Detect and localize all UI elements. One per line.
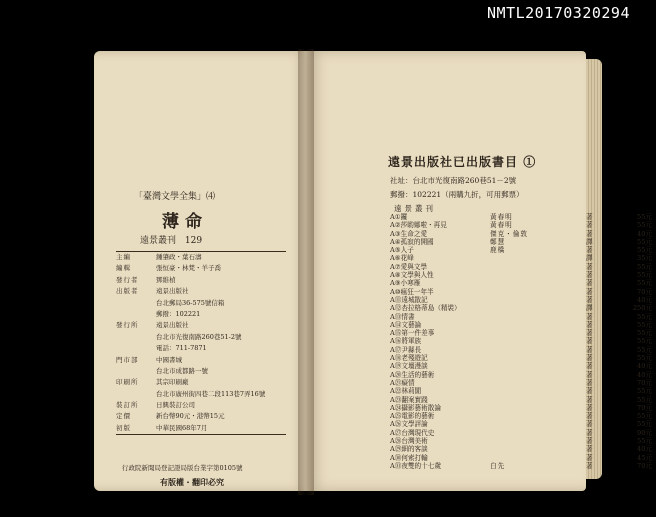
catalog-item-title: A⑬情書 (390, 312, 415, 321)
book-gutter (298, 49, 314, 495)
catalog-title-text: 遠景出版社已出版書目 (388, 155, 519, 169)
catalog-item-price: 55元 (637, 246, 652, 255)
catalog-item-price: 35元 (637, 254, 652, 263)
colophon-key (116, 309, 156, 320)
catalog-item-price: 55元 (637, 262, 652, 271)
catalog-item (390, 221, 656, 229)
catalog-item-price: 55元 (637, 437, 652, 446)
catalog-item-author (490, 445, 586, 453)
catalog-item-author (490, 387, 586, 395)
catalog-item-title: A⑫杏拉格蒂島（精裝） (390, 304, 461, 313)
catalog-item-price: 55元 (637, 354, 652, 363)
catalog-item-author (490, 362, 586, 370)
colophon-row (116, 263, 286, 274)
catalog-item-title: A⑭文藝論 (390, 320, 422, 329)
catalog-item-title: A㉚何索打輸 (390, 453, 428, 462)
colophon-row (116, 309, 286, 320)
catalog-item-price: 40元 (637, 362, 652, 371)
colophon-value: 張恒豪・林梵・羊子喬 (156, 264, 221, 273)
catalog-item-title: A㉕電影的藝術 (390, 412, 435, 421)
colophon-key (116, 332, 156, 343)
catalog-item-title: A①鑼 (390, 213, 408, 221)
colophon-key: 門市部 (116, 355, 139, 364)
catalog-item-author (490, 346, 586, 354)
catalog-item (390, 238, 656, 246)
catalog-item-title: A⑲文壇漫談 (390, 362, 428, 371)
catalog-item-title: A⑯將軍族 (390, 337, 422, 346)
colophon-key: 編輯 (116, 264, 131, 273)
catalog-item-title: A⑧文學與人性 (390, 271, 434, 280)
catalog-item (390, 354, 656, 362)
catalog-item-price: 40元 (637, 229, 652, 238)
catalog-item-price: 90元 (637, 428, 652, 437)
colophon-value: 台北市成都路一號 (156, 366, 208, 375)
catalog-item-price: 55元 (637, 337, 652, 346)
catalog-item (390, 321, 656, 329)
colophon-key (116, 366, 156, 377)
catalog-item-title: A⑳生活的藝術 (390, 370, 435, 379)
catalog-list (390, 213, 656, 470)
colophon-value: 其宗印刷廠 (156, 378, 189, 387)
catalog-item (390, 263, 656, 271)
catalog-item (390, 230, 656, 238)
catalog-item-author: 黃春明 (490, 221, 513, 230)
catalog-item-role: 著 (586, 403, 593, 412)
catalog-item-role: 著 (586, 271, 593, 280)
catalog-item-author: 鹿橋 (490, 246, 506, 255)
catalog-item-role: 著 (586, 337, 593, 346)
catalog-item-title: A㉑癡情 (390, 378, 415, 387)
catalog-item (390, 379, 656, 387)
catalog-item (390, 362, 656, 370)
colophon-value: 鄧維楨 (156, 275, 176, 284)
colophon-row (116, 252, 286, 263)
catalog-item-author (490, 254, 586, 262)
catalog-item (390, 271, 656, 279)
colophon-key: 裝訂所 (116, 401, 139, 410)
catalog-item-author: 鄭慧 (490, 237, 506, 246)
colophon-row (116, 320, 286, 331)
catalog-item-author (490, 337, 586, 345)
colophon-key: 發行所 (116, 321, 139, 330)
registration-line: 行政院新聞局登記證局版台業字第0105號 (122, 464, 243, 472)
rights-notice: 有版權・翻印必究 (160, 477, 224, 487)
catalog-item (390, 337, 656, 345)
postal-account: 郵撥：102221（兩購九折，可用郵票） (390, 190, 524, 199)
catalog-item-price: 55元 (637, 329, 652, 338)
catalog-subheading: 遠景叢刊 (394, 204, 436, 213)
catalog-item-price: 40元 (637, 370, 652, 379)
catalog-item-author (490, 304, 586, 312)
catalog-item (390, 371, 656, 379)
catalog-item-author (490, 279, 586, 287)
catalog-item (390, 462, 656, 470)
catalog-item-price: 55元 (637, 271, 652, 280)
colophon-key: 主編 (116, 253, 131, 261)
colophon-row (116, 389, 286, 400)
catalog-item-role: 著 (586, 453, 593, 462)
catalog-item-price: 70元 (637, 461, 652, 470)
catalog-item-role: 著 (586, 445, 593, 454)
colophon (116, 251, 286, 435)
colophon-key: 初版 (116, 423, 131, 432)
catalog-item-title: A⑪遠城散記 (390, 295, 428, 304)
catalog-item (390, 396, 656, 404)
catalog-item-role: 著 (586, 262, 593, 271)
catalog-item-role: 著 (586, 420, 593, 429)
catalog-item-price: 40元 (637, 445, 652, 454)
catalog-item-role: 著 (586, 428, 593, 437)
colophon-value: 日興裝訂公司 (156, 401, 195, 410)
catalog-item-role: 著 (586, 329, 593, 338)
colophon-value: 中國書城 (156, 355, 182, 364)
colophon-key (116, 389, 156, 400)
catalog-item (390, 246, 656, 254)
catalog-item-title: A㉘台灣美術 (390, 437, 428, 446)
catalog-item-title: A⑮第一件差事 (390, 329, 435, 338)
catalog-item-title: A⑱老殘遊記 (390, 354, 428, 363)
colophon-row (116, 400, 286, 411)
catalog-item-role: 著 (586, 370, 593, 379)
catalog-item-author (490, 412, 586, 420)
catalog-item (390, 412, 656, 420)
catalog-item-role: 著 (586, 221, 593, 230)
catalog-item-title: A㉔攝影藝術散論 (390, 403, 441, 412)
catalog-item-title: A⑰尹縣長 (390, 345, 422, 354)
catalog-item-price: 70元 (637, 403, 652, 412)
catalog-item (390, 454, 656, 462)
catalog-item-author (490, 329, 586, 337)
catalog-item-title: A④孤寂的開國 (390, 237, 434, 246)
catalog-item (390, 429, 656, 437)
catalog-item-role: 著 (586, 461, 593, 470)
colophon-value: 中華民國68年7月 (156, 423, 208, 432)
catalog-item-author: 白先 (490, 461, 506, 470)
colophon-value: 鍾肇政・葉石濤 (156, 253, 202, 261)
colophon-row (116, 275, 286, 286)
colophon-value: 郵撥：102221 (156, 309, 201, 318)
catalog-item-role: 著 (586, 387, 593, 396)
catalog-item (390, 313, 656, 321)
colophon-row (116, 332, 286, 343)
catalog-item-role: 著 (586, 229, 593, 238)
catalog-item-price: 55元 (637, 312, 652, 321)
colophon-key (116, 343, 156, 354)
colophon-value: 台北市光復南路260巷51-2號 (156, 332, 242, 341)
catalog-item-title: A⑥花峰 (390, 254, 414, 263)
catalog-item (390, 387, 656, 395)
colophon-value: 電話：711-7871 (156, 344, 207, 353)
catalog-item-author (490, 454, 586, 462)
catalog-item-price: 70元 (637, 287, 652, 296)
catalog-item (390, 279, 656, 287)
colophon-key: 定價 (116, 412, 131, 421)
catalog-item-price: 55元 (637, 320, 652, 329)
catalog-item (390, 329, 656, 337)
catalog-item-author (490, 354, 586, 362)
colophon-key: 出版者 (116, 287, 139, 296)
catalog-item (390, 445, 656, 453)
catalog-item-title: A㉛夜雙的十七歲 (390, 461, 441, 470)
catalog-item-role: 譯 (586, 237, 593, 246)
catalog-item-author (490, 420, 586, 428)
catalog-item-price: 55元 (637, 221, 652, 230)
catalog-item-price: 70元 (637, 378, 652, 387)
catalog-item-role: 譯 (586, 254, 593, 263)
catalog-item-title: A㉒林莉閣 (390, 387, 422, 396)
catalog-item-author (490, 263, 586, 271)
colophon-value: 新台幣90元・港幣15元 (156, 412, 225, 421)
colophon-row (116, 355, 286, 366)
colophon-key (116, 298, 156, 309)
catalog-item-role: 著 (586, 378, 593, 387)
catalog-item-price: 55元 (637, 420, 652, 429)
catalog-item-title: A㉖文學評論 (390, 420, 428, 429)
catalog-item-role: 著 (586, 246, 593, 255)
catalog-item-title: A⑩瘋狂一年半 (390, 287, 434, 296)
catalog-item (390, 420, 656, 428)
catalog-item-role: 著 (586, 354, 593, 363)
colophon-row (116, 366, 286, 377)
catalog-item-author: 黃春明 (490, 213, 513, 221)
open-book (94, 39, 652, 505)
colophon-row (116, 343, 286, 354)
catalog-item-author (490, 371, 586, 379)
colophon-row (116, 298, 286, 309)
catalog-item-price: 40元 (637, 295, 652, 304)
catalog-item-price: 55元 (637, 412, 652, 421)
catalog-item-price: 55元 (637, 387, 652, 396)
colophon-row (116, 423, 286, 434)
colophon-value: 遠景出版社 (156, 287, 189, 296)
catalog-item-role: 著 (586, 395, 593, 404)
series-number: 129 (184, 236, 203, 246)
publisher-address: 社址：台北市光復南路260巷51－2號 (390, 176, 517, 185)
catalog-item-price: 55元 (637, 279, 652, 288)
catalog-item (390, 288, 656, 296)
colophon-value: 台北郵局36-575號信箱 (156, 298, 225, 307)
catalog-item-author (490, 396, 586, 404)
catalog-item (390, 437, 656, 445)
catalog-item-author (490, 429, 586, 437)
catalog-item-title: A⑨小寒雁 (390, 279, 421, 288)
catalog-item-author (490, 404, 586, 412)
catalog-item (390, 404, 656, 412)
catalog-item-role: 著 (586, 437, 593, 446)
catalog-item-role: 譯 (586, 304, 593, 313)
catalog-item-title: A㉙細的客談 (390, 445, 428, 454)
catalog-item-author: 傑克・倫敦 (490, 229, 528, 238)
catalog-item-role: 著 (586, 279, 593, 288)
catalog-item-title: A⑤人子 (390, 246, 414, 255)
catalog-item (390, 346, 656, 354)
catalog-item-author (490, 437, 586, 445)
colophon-value: 台北市廣州街四巷二段113巷7弄16號 (156, 389, 266, 398)
catalog-item-price: 55元 (637, 345, 652, 354)
catalog-item-price: 55元 (637, 213, 652, 221)
catalog-item-role: 著 (586, 295, 593, 304)
catalog-item-author (490, 321, 586, 329)
catalog-item-role: 著 (586, 362, 593, 371)
catalog-item-title: A②莎喲娜啦・再見 (390, 221, 447, 230)
catalog-item-author (490, 379, 586, 387)
catalog-item-price: 55元 (637, 237, 652, 246)
colophon-row (116, 377, 286, 388)
catalog-title (388, 153, 536, 170)
catalog-item-role: 著 (586, 312, 593, 321)
catalog-item-role: 著 (586, 345, 593, 354)
catalog-item-author (490, 288, 586, 296)
catalog-item (390, 254, 656, 262)
series-line (140, 233, 208, 246)
book-title: 薄命 (162, 212, 208, 232)
series-name: 遠景叢刊 (140, 236, 177, 246)
colophon-key: 印刷所 (116, 378, 139, 387)
catalog-item-price: 55元 (637, 395, 652, 404)
catalog-item-price: 45元 (637, 453, 652, 462)
colophon-row (116, 286, 286, 297)
catalog-item-price: 250元 (632, 304, 652, 313)
catalog-item-title: A③生命之愛 (390, 229, 428, 238)
catalog-item-author (490, 271, 586, 279)
series-title: 「臺灣文學全集」⑷ (134, 192, 216, 202)
catalog-item-title: A⑦愛與文學 (390, 262, 428, 271)
colophon-key: 發行者 (116, 275, 139, 284)
catalog-item-role: 著 (586, 213, 593, 221)
catalog-item-author (490, 296, 586, 304)
catalog-item-author (490, 313, 586, 321)
catalog-item-role: 著 (586, 412, 593, 421)
catalog-item-title: A㉓翻案實踐 (390, 395, 428, 404)
colophon-row (116, 411, 286, 422)
catalog-item-role: 著 (586, 287, 593, 296)
catalog-item-role: 著 (586, 320, 593, 329)
catalog-item (390, 304, 656, 312)
catalog-title-mark: ① (523, 155, 537, 169)
catalog-item-title: A㉗台灣現代史 (390, 428, 435, 437)
colophon-value: 遠景出版社 (156, 321, 189, 330)
archive-id-watermark: NMTL20170320294 (487, 4, 630, 22)
